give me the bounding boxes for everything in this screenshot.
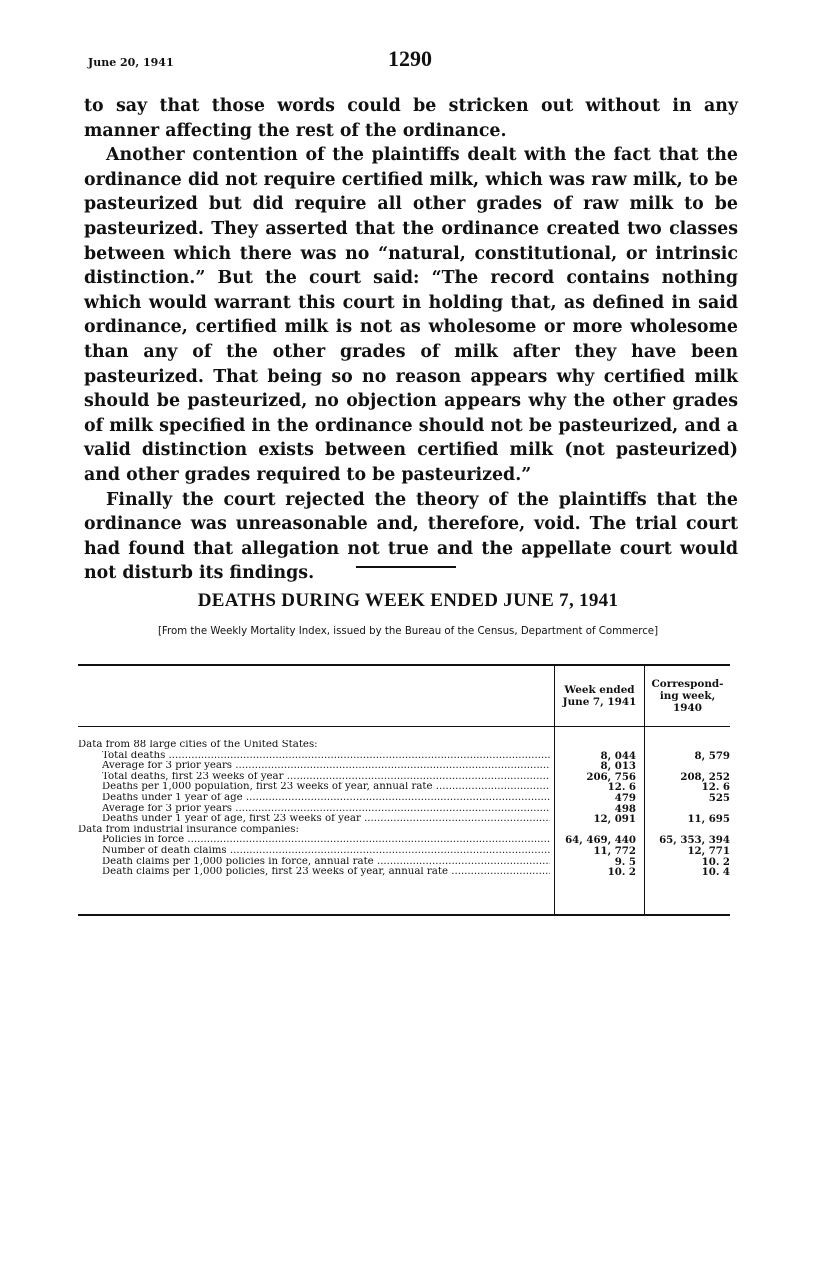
value-1940: 12. 6	[701, 781, 730, 794]
row-label: Number of death claims .....	[102, 846, 550, 857]
value-1941: 498	[614, 802, 636, 815]
value-1941: 9. 5	[614, 855, 636, 868]
row-label: Policies in force .....	[102, 835, 550, 846]
value-1941: 8, 013	[600, 760, 636, 773]
value-1940: 10. 2	[701, 855, 730, 868]
running-header-date: June 20, 1941	[88, 56, 174, 69]
paragraph: Another contention of the plaintiffs dealt with the fact that the ordinance did not require certified milk, which was raw milk, to be pasteurized but did require all other grades of raw milk to be pasteurized. They asserted that the ordinance created two classes between which there was no “natural, constitutional, or intrinsic distinction.” But the court said: “The record contains nothing which would warrant this court in holding that, as defined in said ordinance, certified milk is not as wholesome or more wholesome than any of the other grades of milk after they have been pasteurized. That being so no reason appears why certified milk should be pasteurized, no objection appears why the other grades of milk specified in the ordinance should not be pasteurized, and a valid distinction exists between certified milk (not pasteurized) and other grades required to be pasteurized.”	[84, 145, 738, 485]
value-1940: 208, 252	[680, 770, 730, 783]
column-header-week-1940: Correspond-ing week, 1940	[651, 678, 724, 714]
table-row	[78, 740, 730, 751]
row-label: Total deaths, first 23 weeks of year .....	[102, 772, 550, 783]
row-label: Death claims per 1,000 policies, first 23 weeks of year, annual rate .....	[102, 867, 550, 878]
body-text	[84, 94, 738, 586]
value-1941: 479	[614, 791, 636, 804]
value-1940: 65, 353, 394	[659, 834, 730, 847]
value-1940: 525	[708, 791, 730, 804]
row-label: Data from 88 large cities of the United States:	[78, 740, 318, 750]
table-title: DEATHS DURING WEEK ENDED JUNE 7, 1941	[197, 590, 619, 611]
table-row	[78, 793, 730, 804]
value-1941: 64, 469, 440	[565, 834, 636, 847]
table-body	[78, 740, 730, 878]
row-label: Data from industrial insurance companies:	[78, 824, 299, 835]
value-1940: 12, 771	[687, 844, 730, 857]
paragraph-continued: to say that those words could be stricken out without in any manner affecting the rest of the ordinance.	[84, 96, 738, 141]
table-header-rule	[78, 726, 730, 727]
table-bottom-rule	[78, 914, 730, 916]
value-1940: 10. 4	[701, 866, 730, 879]
row-label: Average for 3 prior years .....	[102, 804, 550, 815]
table-row	[78, 867, 730, 878]
table-row	[78, 846, 730, 857]
row-label: Death claims per 1,000 policies in force, annual rate .....	[102, 857, 550, 868]
value-1941: 12, 091	[593, 813, 636, 826]
section-divider	[356, 566, 456, 568]
column-header-week-1941: Week ended June 7, 1941	[562, 684, 637, 708]
value-1941: 11, 772	[593, 844, 636, 857]
value-1940: 8, 579	[694, 749, 730, 762]
row-label: Deaths under 1 year of age .....	[102, 793, 550, 804]
paragraph: Finally the court rejected the theory of the plaintiffs that the ordinance was unreasonable and, therefore, void. The trial court had found that allegation not true and the appellate court would not disturb its findings.	[84, 489, 738, 584]
table-top-rule	[78, 664, 730, 666]
row-label: Deaths under 1 year of age, first 23 weeks of year .....	[102, 814, 550, 825]
row-label: Total deaths .....	[102, 751, 550, 762]
value-1941: 8, 044	[600, 749, 636, 762]
value-1941: 206, 756	[586, 770, 636, 783]
value-1940: 11, 695	[687, 813, 730, 826]
value-1941: 10. 2	[607, 866, 636, 879]
table-source-note: [From the Weekly Mortality Index, issued by the Bureau of the Census, Department of Commerce]	[157, 626, 659, 637]
row-label: Deaths per 1,000 population, first 23 weeks of year, annual rate .....	[102, 782, 550, 793]
value-1941: 12. 6	[607, 781, 636, 794]
row-label: Average for 3 prior years .....	[102, 761, 550, 772]
table-row	[78, 814, 730, 825]
page-number: 1290	[388, 46, 432, 71]
